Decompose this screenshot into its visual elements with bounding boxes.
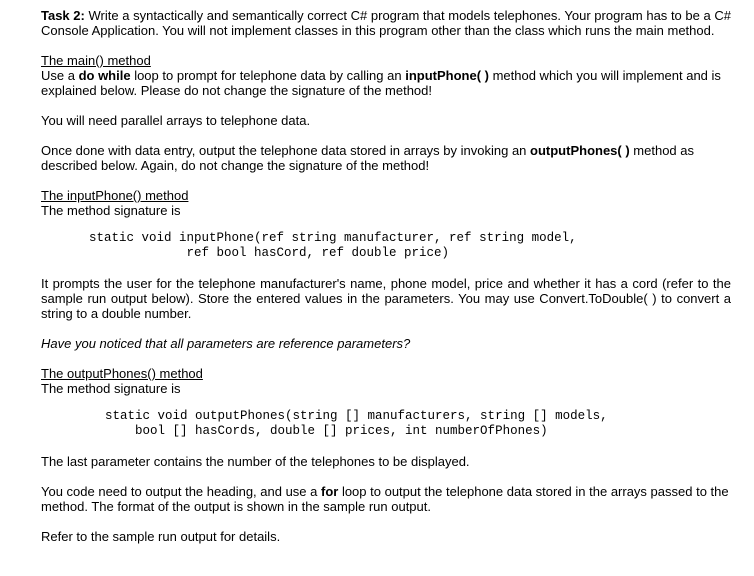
output-phones-heading: The outputPhones() method: [41, 366, 203, 381]
output-phones-paragraph-2: [41, 484, 731, 514]
main-method-paragraph-2: You will need parallel arrays to telephone data.: [41, 113, 311, 128]
input-phone-name: inputPhone( ): [405, 68, 489, 83]
for-keyword: for: [320, 484, 339, 499]
text-run: Once done with data entry, output the telephone data stored in arrays by invoking an: [41, 143, 531, 158]
input-phone-heading: The inputPhone() method: [41, 188, 189, 203]
input-phone-signature-line-1: static void inputPhone(ref string manufacturer, ref string model,: [89, 231, 577, 245]
task-label: Task 2:: [41, 8, 85, 23]
reference-parameters-note: Have you noticed that all parameters are reference parameters?: [41, 336, 411, 351]
output-phones-paragraph-1: The last parameter contains the number of the telephones to be displayed.: [41, 454, 470, 469]
main-method-paragraph-1: [41, 68, 731, 98]
text-run: method as described below. Again, do not change the signature of the method!: [41, 143, 695, 173]
input-phone-signature-intro: The method signature is: [41, 203, 181, 218]
input-phone-description: It prompts the user for the telephone manufacturer's name, phone model, price and whether it has a cord (refer to the sample run output below). Store the entered values in the parameters. You may use Convert.ToDouble( ) to convert a string to a double number.: [41, 276, 731, 321]
task-intro-text: Write a syntactically and semantically correct C# program that models telephones. Your program has to be a C# Console Application. You will not implement classes in this program other than the class which runs the main method.: [41, 8, 731, 38]
main-method-heading: The main() method: [41, 53, 151, 68]
output-phones-signature-line-1: static void outputPhones(string [] manufacturers, string [] models,: [105, 409, 608, 423]
text-run: method which you will implement and is explained below. Please do not change the signature of the method!: [41, 68, 721, 98]
document-page: [41, 8, 731, 544]
do-while-keyword: do while: [78, 68, 131, 83]
text-run: Use a: [41, 68, 79, 83]
output-phones-signature-line-2: bool [] hasCords, double [] prices, int numberOfPhones): [105, 424, 548, 438]
output-phones-name: outputPhones( ): [530, 143, 630, 158]
text-run: loop to output the telephone data stored in the arrays passed to the method. The format of the output is shown in the sample run output.: [41, 484, 729, 514]
text-run: loop to prompt for telephone data by calling an: [130, 68, 406, 83]
output-phones-signature-intro: The method signature is: [41, 381, 181, 396]
task-intro: [41, 8, 731, 38]
main-method-paragraph-3: [41, 143, 731, 173]
text-run: You code need to output the heading, and use a: [41, 484, 321, 499]
output-phones-paragraph-3: Refer to the sample run output for details.: [41, 529, 281, 544]
input-phone-signature-line-2: ref bool hasCord, ref double price): [89, 246, 450, 260]
